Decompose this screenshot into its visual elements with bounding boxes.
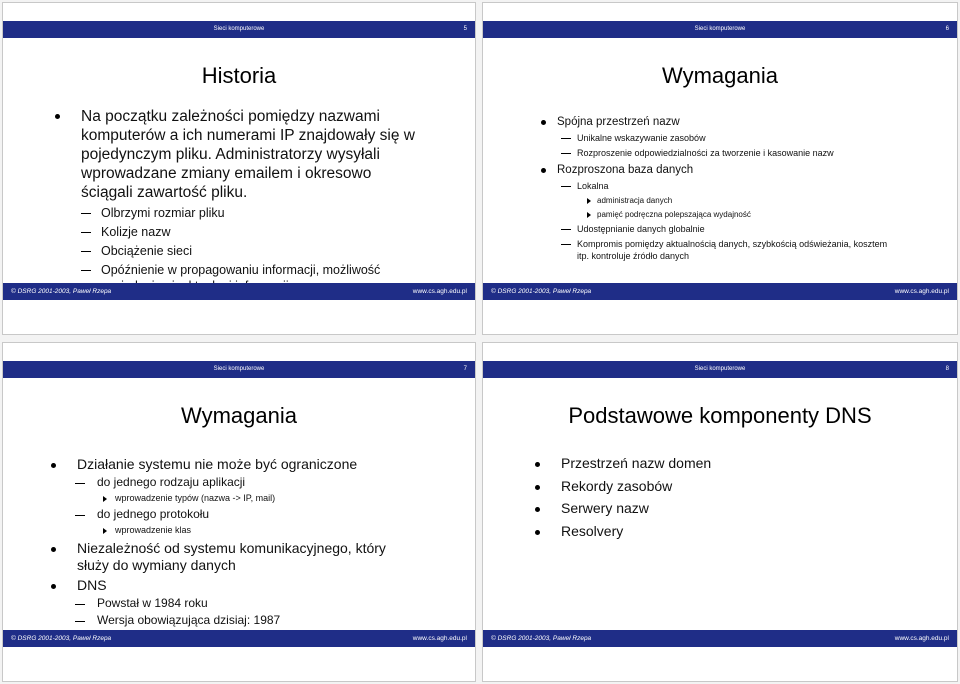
item-text: Lokalna	[577, 181, 609, 191]
dash-icon	[81, 270, 91, 271]
slide-header-bar	[3, 361, 475, 378]
header-title: Sieci komputerowe	[213, 366, 265, 372]
item-text: Unikalne wskazywanie zasobów	[577, 133, 706, 143]
list-item	[49, 492, 415, 505]
slide-number: 7	[463, 366, 467, 372]
list-item	[539, 195, 897, 206]
list-item	[539, 147, 897, 159]
item-text: Rozproszona baza danych	[557, 164, 694, 176]
slide-content	[539, 111, 897, 262]
list-item	[519, 523, 917, 540]
dash-icon	[561, 229, 571, 230]
footer-copyright: © DSRG 2001-2003, Paweł Rzepa	[491, 288, 592, 295]
item-text: Spójna przestrzeń nazw	[557, 116, 680, 128]
bullet-icon	[51, 547, 56, 552]
bullet-icon	[535, 462, 540, 467]
slide-footer-bar	[483, 630, 957, 647]
item-text: do jednego rodzaju aplikacji	[97, 475, 246, 489]
header-title: Sieci komputerowe	[694, 26, 746, 32]
slide-header-bar	[483, 21, 957, 38]
triangle-bullet-icon	[103, 528, 107, 534]
item-text: administracja danych	[597, 196, 673, 205]
bullet-icon	[535, 507, 540, 512]
slide-content	[519, 455, 917, 545]
header-title: Sieci komputerowe	[213, 26, 265, 32]
header-title: Sieci komputerowe	[694, 366, 746, 372]
footer-url: www.cs.agh.edu.pl	[412, 288, 467, 295]
slide-header-bar	[483, 361, 957, 378]
slide-5	[2, 2, 476, 335]
footer-copyright: © DSRG 2001-2003, Paweł Rzepa	[11, 635, 112, 642]
slide-8	[482, 342, 958, 682]
list-item	[519, 500, 917, 517]
slide-content	[53, 107, 415, 294]
item-text: Udostępnianie danych globalnie	[577, 224, 705, 234]
list-item	[53, 243, 415, 259]
list-item	[49, 456, 415, 473]
list-item	[539, 209, 897, 220]
slide-6	[482, 2, 958, 335]
list-item	[53, 107, 415, 202]
list-item	[539, 223, 897, 235]
slide-title: Historia	[201, 63, 277, 88]
dash-icon	[561, 186, 571, 187]
item-text: Resolvery	[561, 522, 624, 539]
dash-icon	[81, 232, 91, 233]
item-text: Wersja obowiązująca dzisiaj: 1987	[97, 613, 281, 627]
bullet-icon	[541, 120, 546, 125]
item-text: do jednego protokołu	[97, 507, 210, 521]
bullet-icon	[51, 584, 56, 589]
list-item	[519, 478, 917, 495]
slide-footer-bar	[483, 283, 957, 300]
bullet-icon	[535, 485, 540, 490]
item-text: Olbrzymi rozmiar pliku	[101, 206, 225, 220]
list-item	[539, 115, 897, 129]
item-text: Niezależność od systemu komunikacyjnego, który służy do wymiany danych	[77, 540, 386, 573]
slide-header-bar	[3, 21, 475, 38]
list-item	[539, 180, 897, 192]
item-text: Powstał w 1984 roku	[97, 596, 208, 610]
dash-icon	[561, 138, 571, 139]
slide-number: 6	[945, 26, 949, 32]
item-text: Rozproszenie odpowiedzialności za tworzenie i kasowanie nazw	[577, 148, 834, 158]
dash-icon	[561, 244, 571, 245]
footer-copyright: © DSRG 2001-2003, Paweł Rzepa	[11, 288, 112, 295]
list-item	[49, 507, 415, 522]
item-text: Rekordy zasobów	[561, 477, 673, 494]
slide-title: Podstawowe komponenty DNS	[568, 403, 872, 428]
dash-icon	[75, 515, 85, 516]
list-item	[519, 455, 917, 472]
item-text: DNS	[77, 577, 107, 593]
slide-content	[49, 453, 415, 628]
list-item	[539, 163, 897, 177]
dash-icon	[561, 153, 571, 154]
slide-title: Wymagania	[662, 63, 778, 88]
list-item	[539, 132, 897, 144]
dash-icon	[75, 621, 85, 622]
slide-7	[2, 342, 476, 682]
list-item	[53, 205, 415, 221]
list-item	[49, 540, 415, 574]
list-item	[53, 224, 415, 240]
item-text: wprowadzenie klas	[115, 525, 192, 535]
triangle-bullet-icon	[587, 212, 591, 218]
list-item	[49, 475, 415, 490]
slide-footer-bar	[3, 630, 475, 647]
footer-url: www.cs.agh.edu.pl	[894, 635, 949, 642]
dash-icon	[81, 251, 91, 252]
dash-icon	[75, 483, 85, 484]
dash-icon	[75, 604, 85, 605]
dash-icon	[81, 213, 91, 214]
footer-copyright: © DSRG 2001-2003, Paweł Rzepa	[491, 635, 592, 642]
bullet-icon	[541, 168, 546, 173]
footer-url: www.cs.agh.edu.pl	[412, 635, 467, 642]
list-item	[49, 577, 415, 594]
slide-footer-bar	[3, 283, 475, 300]
list-item	[49, 596, 415, 611]
item-text: Obciążenie sieci	[101, 244, 193, 258]
bullet-icon	[535, 530, 540, 535]
item-text: Przestrzeń nazw domen	[561, 455, 712, 471]
footer-url: www.cs.agh.edu.pl	[894, 288, 949, 295]
bullet-icon	[51, 463, 56, 468]
triangle-bullet-icon	[103, 496, 107, 502]
slide-number: 8	[945, 366, 949, 372]
item-text: Kompromis pomiędzy aktualnością danych, szybkością odświeżania, kosztem itp. kontroluje źródło danych	[577, 239, 888, 261]
slide-number: 5	[463, 26, 467, 32]
triangle-bullet-icon	[587, 198, 591, 204]
item-text: wprowadzenie typów (nazwa -> IP, mail)	[115, 493, 276, 503]
item-text: Kolizje nazw	[101, 225, 171, 239]
item-text: Działanie systemu nie może być ograniczone	[77, 456, 358, 472]
list-item	[539, 238, 897, 262]
list-item	[49, 613, 415, 628]
item-text: Serwery nazw	[561, 500, 649, 516]
item-text: pamięć podręczna polepszająca wydajność	[597, 210, 751, 219]
item-text: Na początku zależności pomiędzy nazwami komputerów a ich numerami IP znajdowały się w pojedynczym pliku. Administratorzy wysyłali wprowadzane zmiany emailem i okresowo ściągali zawartość pliku.	[81, 108, 415, 201]
list-item	[49, 524, 415, 537]
slide-title: Wymagania	[181, 403, 297, 428]
item-text: Opóźnienie w propagowaniu informacji, możliwość	[101, 263, 381, 277]
bullet-icon	[55, 114, 60, 119]
